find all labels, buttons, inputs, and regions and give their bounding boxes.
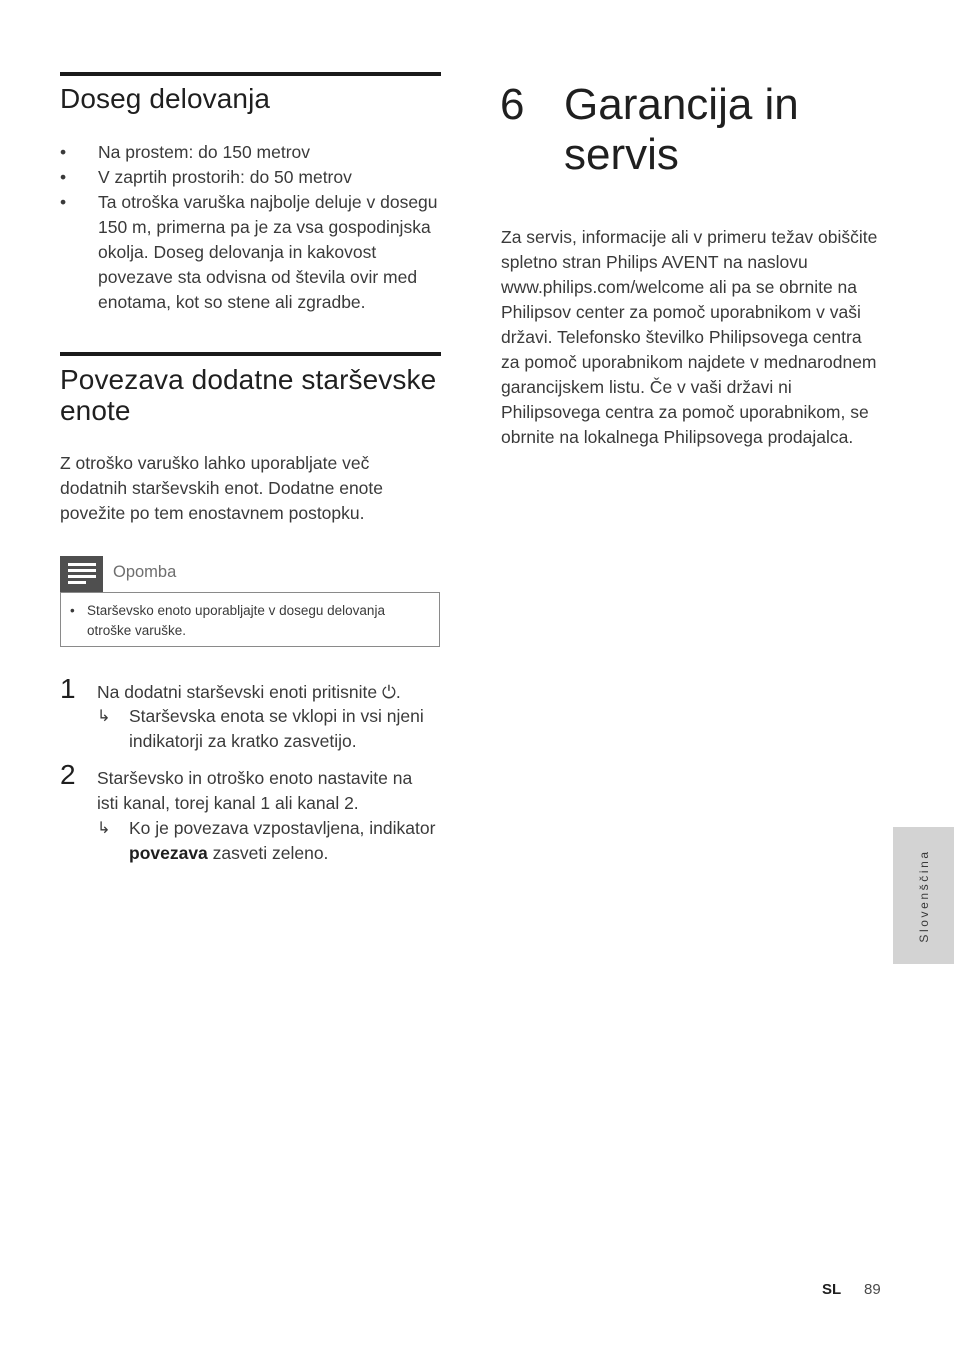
note-text: Starševsko enoto uporabljajte v dosegu delovanja otroške varuške.	[87, 603, 385, 638]
section-title-connect: Povezava dodatne starševske enote	[60, 364, 437, 426]
section-rule	[60, 72, 441, 76]
side-tab-label: Slovenščina	[916, 848, 931, 943]
step-text: Starševsko in otroško enoto nastavite na isti kanal, torej kanal 1 ali kanal 2.	[97, 768, 413, 813]
bullet: •	[60, 142, 67, 162]
chapter-number: 6	[500, 80, 525, 129]
step-number: 2	[60, 759, 76, 790]
result-arrow-icon: ↳	[97, 708, 111, 725]
note-box	[60, 592, 440, 647]
list-item: • Ta otroška varuška najbolje deluje v dosegu 150 m, primerna pa je za vsa gospodinjska okolja. Doseg delovanja in kakovost povezave sta odvisna od števila ovir med enotama, kot so stene ali zgradbe.	[60, 192, 438, 312]
step-text: Na dodatni starševski enoti pritisnite ⏻.	[97, 682, 401, 702]
chapter-body: Za servis, informacije ali v primeru težav obiščite spletno stran Philips AVENT na naslovu www.philips.com/welcome ali pa se obrnite na Philipsov center za pomoč uporabnikom v vaši državi. Telefonsko številko Philipsovega centra za pomoč uporabnikom najdete v mednarodnem garancijskem listu. Če v vaši državi ni Philipsovega centra za pomoč uporabnikom, se obrnite na lokalnega Philipsovega prodajalca.	[501, 227, 878, 447]
bullet: •	[70, 603, 75, 618]
section-intro: Z otroško varuško lahko uporabljate več dodatnih starševskih enot. Dodatne enote povežite po tem enostavnem postopku.	[60, 453, 383, 523]
section-rule	[60, 352, 441, 356]
page-number: 89	[864, 1281, 881, 1298]
step-number: 1	[60, 673, 76, 704]
step-result: Ko je povezava vzpostavljena, indikator povezava zasveti zeleno.	[129, 818, 436, 863]
bullet: •	[60, 192, 67, 212]
note-icon	[60, 556, 103, 592]
note-label: Opomba	[113, 563, 177, 581]
result-arrow-icon: ↳	[97, 820, 111, 837]
chapter-title: Garancija in servis	[564, 80, 799, 179]
list-item: • Na prostem: do 150 metrov	[60, 140, 442, 165]
section-title-range: Doseg delovanja	[60, 83, 271, 114]
list-item: • V zaprtih prostorih: do 50 metrov	[60, 165, 442, 190]
language-side-tab	[893, 827, 954, 964]
step-result: Starševska enota se vklopi in vsi njeni indikatorji za kratko zasvetijo.	[129, 706, 424, 751]
range-bullet-list	[60, 140, 442, 315]
indicator-name: povezava	[129, 843, 208, 863]
footer-language: SL	[822, 1281, 842, 1298]
bullet: •	[60, 167, 67, 187]
